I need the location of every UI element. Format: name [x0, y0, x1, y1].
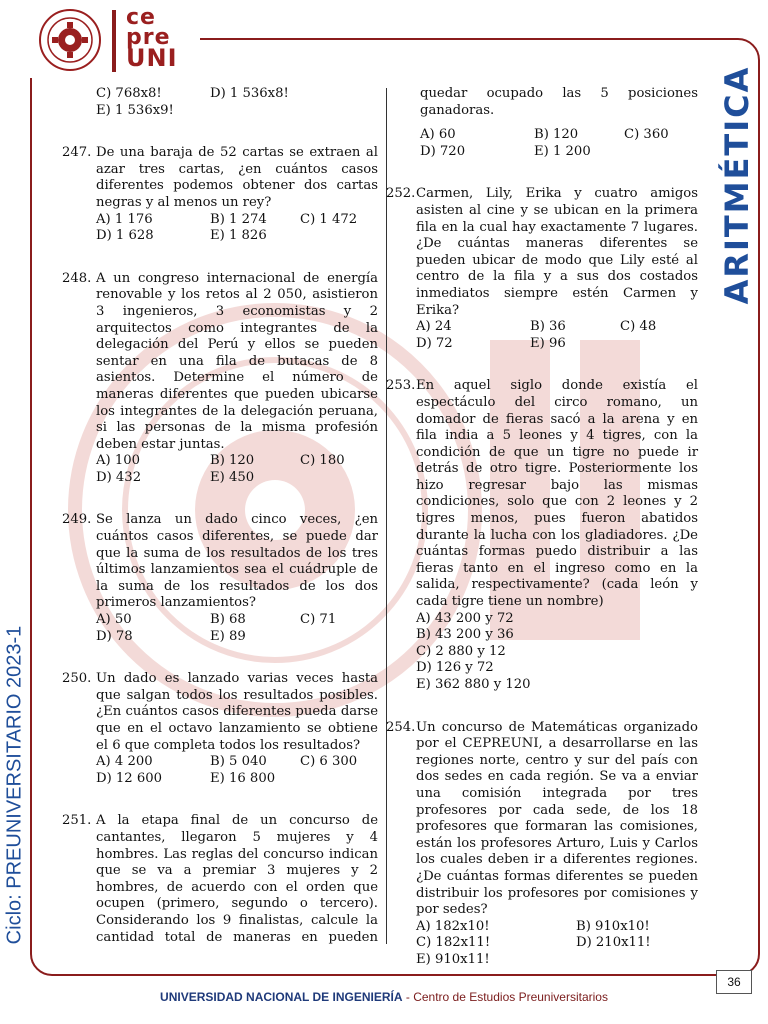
question-254 [386, 720, 698, 969]
option-a: A) 1 176 [96, 211, 153, 227]
question-stem: A un congreso internacional de energía renovable y los retos al 2 050, asistieron 3 ingenieros, 3 economistas y 2 arquitectos como integrantes de la delegación del Perú y ellos se pueden sentar en una fila de butacas de 8 asientos. Determine el número de maneras diferentes que pueden ubicarse los integrantes de la delegación peruana, si las personas de la misma profesión deben estar juntas. [96, 270, 378, 452]
question-number: 254. [386, 719, 416, 735]
option-c: C) 768x8! [96, 86, 162, 101]
option-b: B) 910x10! [576, 918, 650, 934]
option-d: D) 720 [420, 143, 466, 159]
brand-divider [112, 10, 116, 72]
question-stem: De una baraja de 52 cartas se extraen al azar tres cartas, ¿en cuántos casos diferentes podemos obtener dos cartas negras y al menos un rey? [96, 145, 378, 210]
option-c: C) 71 [300, 612, 337, 628]
question-249 [62, 512, 378, 645]
option-a: A) 100 [96, 453, 141, 469]
option-a: A) 24 [416, 319, 452, 335]
subject-title-text: ARITMÉTICA [718, 65, 756, 305]
option-c: C) 1 472 [300, 211, 358, 227]
brand-line3: UNI [126, 44, 178, 72]
option-e: E) 1 200 [534, 143, 591, 159]
question-247 [62, 145, 378, 245]
option-d: D) 210x11! [576, 935, 651, 951]
option-d: D) 126 y 72 [416, 660, 494, 676]
option-e: E) 16 800 [210, 770, 276, 786]
option-c: C) 2 880 y 12 [416, 643, 506, 659]
options [416, 319, 698, 352]
option-e: E) 362 880 y 120 [416, 677, 531, 692]
footer-university: UNIVERSIDAD NACIONAL DE INGENIERÍA [160, 990, 403, 1004]
page-number: 36 [716, 970, 752, 994]
question-stem: Un concurso de Matemáticas organizado por el CEPREUNI, a desarrollarse en las regiones norte, centro y sur del país con dos sedes en cada región. Se va a enviar una comisión integrada por tres profesores por cada sede, de los 18 profesores que formaran las comisiones, están los profesores Arturo, Luis y Carlos los cuales deben ir a diferentes regiones. ¿De cuántas formas diferentes se pueden distribuir los profesores por comisiones y por sedes? [416, 719, 698, 918]
option-a: A) 182x10! [416, 918, 490, 934]
option-d: D) 72 [416, 335, 453, 351]
options [96, 754, 378, 787]
option-a: A) 60 [420, 127, 456, 143]
options [96, 612, 378, 645]
question-246-continuation [62, 86, 378, 119]
cepreuni-logo [126, 5, 178, 72]
option-e: E) 910x11! [416, 951, 490, 967]
option-d: D) 1 628 [96, 228, 154, 244]
option-e: E) 450 [210, 469, 255, 485]
question-250 [62, 671, 378, 787]
option-e: E) 89 [210, 628, 246, 644]
question-248 [62, 271, 378, 487]
question-stem: En aquel siglo donde existía el espectáculo del circo romano, un domador de fieras sacó a la arena y en fila india a 5 leones y 4 tigres, con la condición de que un tigre no puede ir detrás de otro tigre. Posteriormente los hizo regresar bajo las mismas condiciones, solo que con 2 leones y 2 tigres menos, pues fueron abatidos durante la lucha con los gladiadores. ¿De cuántas formas puedo distribuir a las fieras tanto en el ingreso como en la salida, respectivamente? (cada león y cada tigre tiene un nombre) [416, 378, 698, 610]
option-b: B) 36 [530, 319, 566, 335]
option-d: D) 78 [96, 628, 133, 644]
option-c: C) 48 [620, 319, 657, 335]
option-a: A) 43 200 y 72 [416, 610, 514, 626]
options [416, 611, 698, 694]
brand-line1: ce [126, 5, 156, 30]
option-b: B) 1 274 [210, 211, 267, 227]
subject-title [712, 65, 762, 305]
options [96, 86, 378, 119]
question-253 [386, 378, 698, 693]
right-column [386, 86, 698, 969]
question-252 [386, 186, 698, 352]
option-e: E) 1 826 [210, 228, 267, 244]
cycle-label-text: Ciclo: PREUNIVERSITARIO 2023-1 [3, 625, 26, 945]
option-b: B) 120 [210, 453, 255, 469]
question-number: 250. [62, 671, 92, 687]
question-stem-continuation: quedar ocupado las 5 posiciones [420, 86, 698, 101]
cycle-label [0, 620, 30, 950]
question-stem: Un dado es lanzado varias veces hasta que salgan todos los resultados posibles. ¿En cuántos casos diferentes pueda darse que en el octavo lanzamiento se obtiene el 6 que completa todos los resultados? [96, 671, 378, 753]
option-a: A) 50 [96, 612, 132, 628]
option-e: E) 1 536x9! [96, 102, 174, 118]
option-c: C) 360 [624, 127, 669, 143]
option-c: C) 182x11! [416, 935, 491, 951]
question-number: 247. [62, 145, 92, 161]
question-stem: A la etapa final de un concurso de cantantes, llegaron 5 mujeres y 4 hombres. Las reglas del concurso indican que se va a premiar 3 mujeres y 2 hombres, de acuerdo con el orden que ocupen (primero, segundo o tercero). Considerando los 9 finalistas, calcule la cantidad total de maneras en pueden [96, 813, 378, 945]
uni-seal-logo [38, 8, 102, 72]
options [420, 127, 698, 160]
option-c: C) 6 300 [300, 754, 358, 770]
options [96, 453, 378, 486]
option-d: D) 432 [96, 469, 142, 485]
option-a: A) 4 200 [96, 754, 153, 770]
question-stem: Se lanza un dado cinco veces, ¿en cuántos casos diferentes, se puede dar que la suma de los resultados de los tres últimos lanzamientos sea el cuádruple de la suma de los resultados de los dos primeros lanzamientos? [96, 512, 378, 611]
question-251-continuation [386, 86, 698, 160]
question-251 [62, 813, 378, 946]
question-number: 253. [386, 378, 416, 394]
option-b: B) 5 040 [210, 754, 267, 770]
question-stem: Carmen, Lily, Erika y cuatro amigos asisten al cine y se ubican en la primera fila en la cual hay exactamente 7 lugares. ¿De cuántas maneras diferentes se pueden ubicar de modo que Lily esté al centro de la fila y a sus dos costados inmediatos siempre estén Carmen y Erika? [416, 186, 698, 318]
left-column [62, 86, 378, 946]
option-d: D) 1 536x8! [210, 86, 289, 101]
option-c: C) 180 [300, 453, 345, 469]
option-b: B) 43 200 y 36 [416, 627, 514, 643]
option-b: B) 120 [534, 127, 579, 143]
question-number: 249. [62, 512, 92, 528]
option-b: B) 68 [210, 612, 246, 628]
options [416, 919, 698, 969]
question-stem-continuation: ganadoras. [420, 102, 495, 118]
question-number: 252. [386, 186, 416, 202]
question-number: 251. [62, 813, 92, 829]
options [96, 212, 378, 245]
option-e: E) 96 [530, 335, 566, 351]
question-number: 248. [62, 270, 92, 286]
option-d: D) 12 600 [96, 770, 163, 786]
footer [0, 990, 768, 1004]
brand-line2: pre [126, 25, 171, 50]
footer-center: - Centro de Estudios Preuniversitarios [405, 990, 608, 1004]
